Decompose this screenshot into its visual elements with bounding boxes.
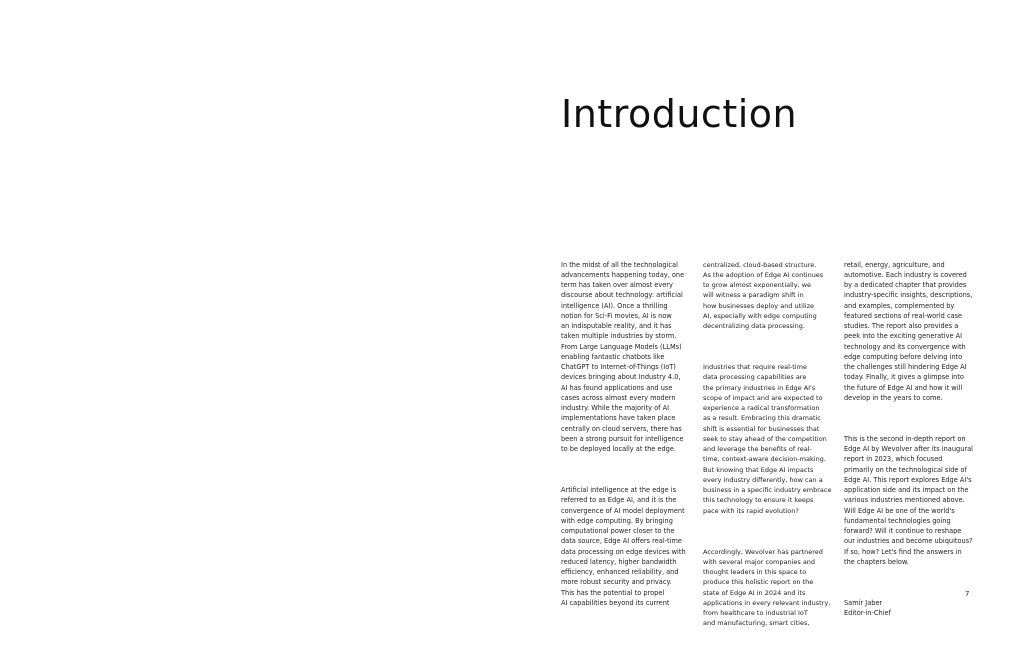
paragraph: Accordingly, Wevolver has partnered with several major companies and thought leaders in this space to produce this holistic report on the state of Edge AI in 2024 and its applications in every relevant industry, from healthcare to industrial IoT and manufacturing, smart cities,: [703, 547, 831, 628]
paragraph: This is the second in-depth report on Edge AI by Wevolver after its inaugural report in 2023, which focused primarily on the technological side of Edge AI. This report explores Edge AI's application side and its impact on the various industries mentioned above. Will Edge AI be one of the world's fundamental technologies going forward? Will it continue to reshape our industries and become ubiquitous? If so, how? Let's find the answers in the chapters below.: [844, 434, 973, 566]
text-column-3: [844, 239, 979, 629]
paragraph: In the midst of all the technological advancements happening today, one term has taken over almost every discourse about technology: artificial intelligence (AI). Once a thrilling notion for Sci-Fi movies, AI is now an indisputable reality, and it has taken multiple industries by storm. From Large Language Models (LLMs) enabling fantastic chatbots like ChatGPT to Internet-of-Things (IoT) devices bringing about Industry 4.0, AI has found applications and use cases across almost every modern industry. While the majority of AI implementations have taken place centrally on cloud servers, there has been a strong pursuit for intelligence to be deployed locally at the edge.: [561, 260, 685, 453]
paragraph: Industries that require real-time data processing capabilities are the primary industries in Edge AI's scope of impact and are expected to experience a radical transformation as a result. Embracing this dramatic shift is essential for businesses that seek to stay ahead of the competition and leverage the benefits of real- time, context-aware decision-making. But knowing that Edge AI impacts every industry differently, how can a business in a specific industry embrace this technology to ensure it keeps pace with its rapid evolution?: [703, 363, 832, 515]
page-title: Introduction: [561, 92, 798, 137]
paragraph: Artificial intelligence at the edge is referred to as Edge AI, and it is the convergence of AI model deployment with edge computing. By bringing computational power closer to the data source, Edge AI offers real-time data processing on edge devices with reduced latency, higher bandwidth efficiency, enhanced reliability, and more robust security and privacy. This has the potential to propel AI capabilities beyond its current: [561, 486, 686, 607]
text-column-2: [703, 239, 831, 639]
text-column-1: [561, 239, 688, 618]
signature-block: Samir Jaber Editor-in-Chief: [844, 598, 891, 617]
paragraph: centralized, cloud-based structure. As the adoption of Edge AI continues to grow almost exponentially, we will witness a paradigm shift in how businesses deploy and utilize AI, especially with edge computing decentralizing data processing.: [703, 260, 824, 330]
paragraph: retail, energy, agriculture, and automotive. Each industry is covered by a dedicated chapter that provides industry-specific insights, descriptions, and examples, complemented by featured sections of real-world case studies. The report also provides a peek into the exciting generative AI technology and its convergence with edge computing before delving into the challenges still hindering Edge AI today. Finally, it gives a glimpse into the future of Edge AI and how it will develop in the years to come.: [844, 260, 973, 402]
page-number: 7: [965, 590, 970, 598]
